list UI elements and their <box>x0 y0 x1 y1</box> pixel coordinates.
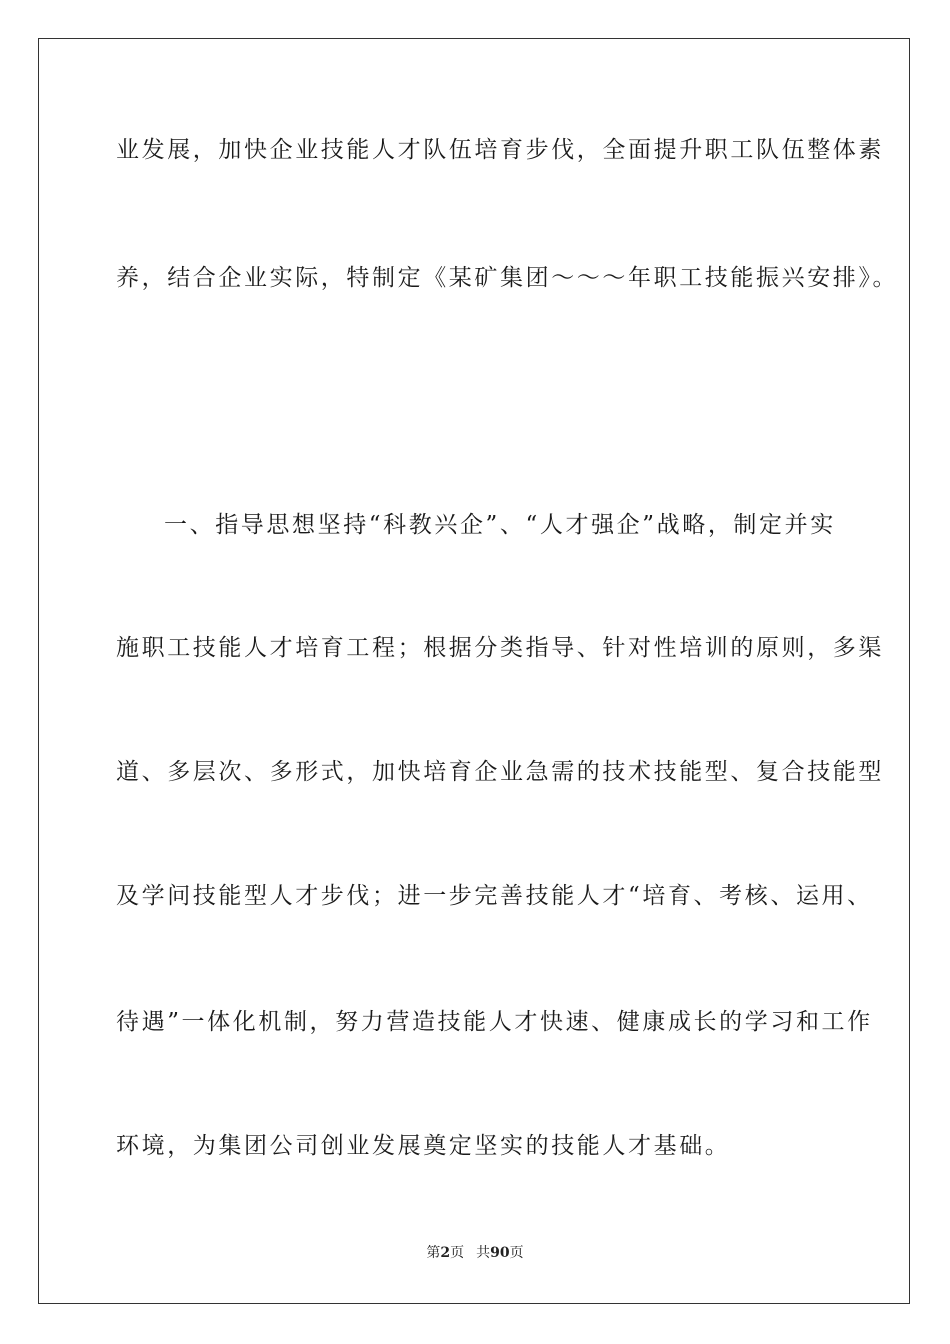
text-line: 养，结合企业实际，特制定《某矿集团～～～年职工技能振兴安排》。 <box>116 265 899 291</box>
text-line: 待遇”一体化机制，努力营造技能人才快速、健康成长的学习和工作 <box>116 1009 873 1035</box>
page-footer <box>0 1242 950 1262</box>
text-line: 施职工技能人才培育工程；根据分类指导、针对性培训的原则，多渠 <box>116 635 884 661</box>
page-prefix: 第 <box>426 1245 441 1261</box>
total-suffix: 页 <box>509 1245 524 1261</box>
total-prefix: 共 <box>476 1245 491 1261</box>
text-line: 环境，为集团公司创业发展奠定坚实的技能人才基础。 <box>116 1133 731 1159</box>
total-pages: 90 <box>490 1245 510 1261</box>
page-suffix: 页 <box>450 1245 465 1261</box>
page-border <box>38 38 910 1304</box>
text-line: 业发展，加快企业技能人才队伍培育步伐，全面提升职工队伍整体素 <box>116 137 884 163</box>
text-line: 及学问技能型人才步伐；进一步完善技能人才“培育、考核、运用、 <box>116 883 873 909</box>
text-line: 一、指导思想坚持“科教兴企”、“人才强企”战略，制定并实 <box>164 512 836 538</box>
text-line: 道、多层次、多形式，加快培育企业急需的技术技能型、复合技能型 <box>116 759 884 785</box>
page-number: 2 <box>440 1245 451 1261</box>
